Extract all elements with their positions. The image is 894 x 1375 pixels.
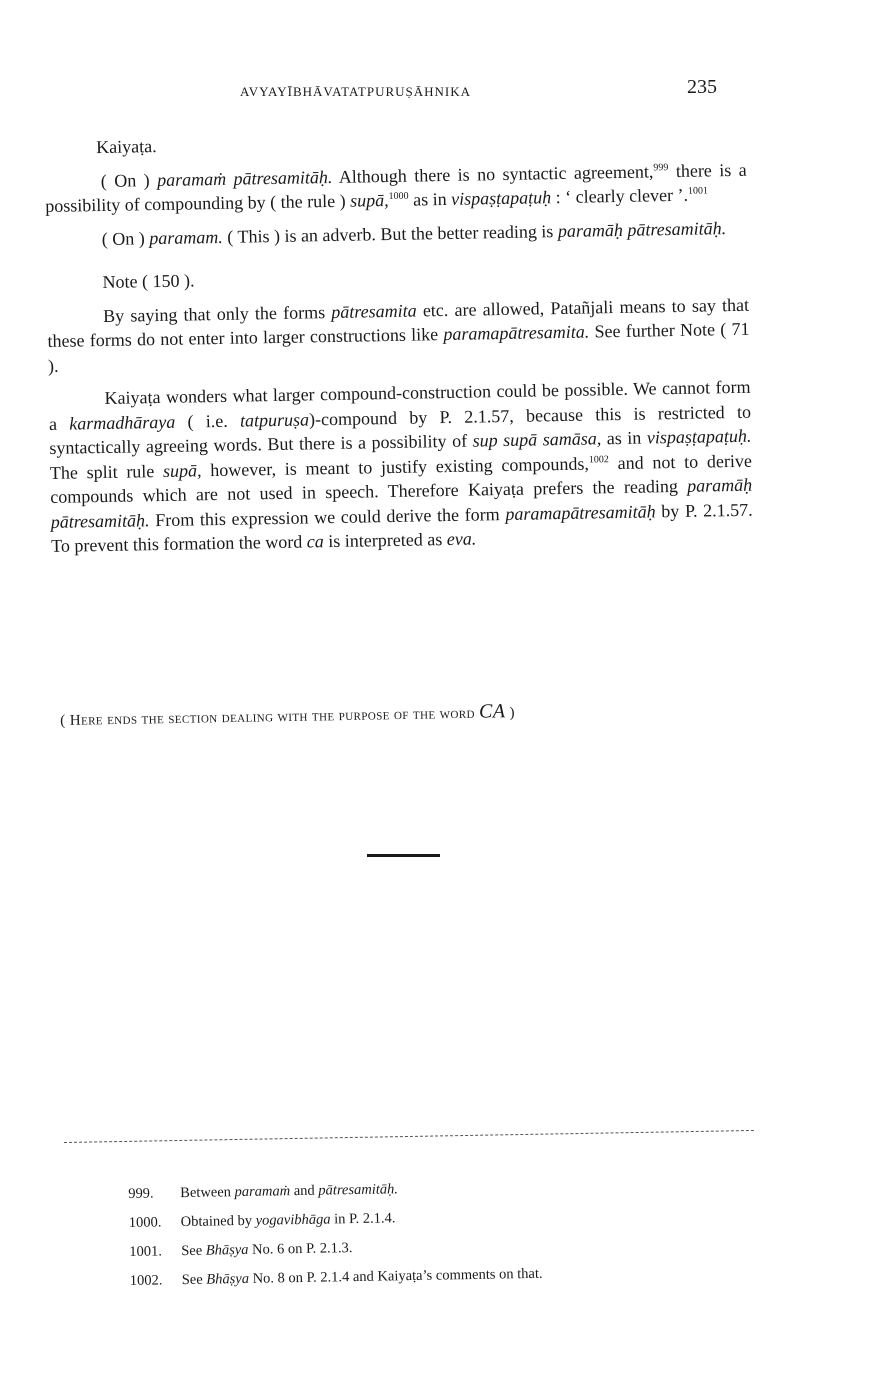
- footnote-ref: 1002: [588, 453, 609, 466]
- text: The split rule: [49, 460, 155, 483]
- section-end-word: CA: [478, 700, 506, 723]
- sanskrit-term: sup supā samāsa,: [472, 428, 602, 451]
- footnote-number: 1001.: [129, 1243, 163, 1260]
- kaiyata-heading: Kaiyaṭa.: [96, 136, 157, 158]
- sanskrit-term: vispaṣṭapaṭuḥ.: [646, 425, 752, 448]
- text: in P. 2.1.4.: [334, 1210, 396, 1228]
- text: ( This ) is an adverb. But the better reading is: [227, 220, 554, 247]
- paragraph-4: [48, 375, 753, 559]
- text: and not to derive compounds which are not used in speech. Therefore Kaiyaṭa prefers the reading: [50, 450, 752, 507]
- text: No. 8 on P. 2.1.4 and Kaiyaṭa’s comments on that.: [252, 1265, 543, 1287]
- text: By saying that only the forms: [102, 301, 326, 326]
- text: by P. 2.1.57. To prevent this formation the word: [50, 499, 753, 556]
- footnote-number: 1000.: [128, 1214, 162, 1231]
- text: See further Note ( 71 ).: [47, 318, 750, 376]
- footnote-number: 999.: [128, 1185, 154, 1202]
- text: From this expression we could derive the form: [155, 503, 500, 530]
- section-end-note: [60, 696, 750, 731]
- text: Between: [180, 1184, 232, 1202]
- text: as in: [412, 188, 447, 210]
- paragraph-1: [45, 157, 748, 218]
- sanskrit-term: supā,: [349, 189, 389, 211]
- text: however, is meant to justify existing compounds,: [210, 453, 590, 480]
- sanskrit-term: supā,: [162, 459, 202, 481]
- running-title: AVYAYĪBHĀVATATPURUṢĀHNIKA: [240, 84, 472, 99]
- sanskrit-term: yogavibhāga: [255, 1211, 331, 1229]
- text: there is a possibility of compounding by ( the rule ): [45, 159, 747, 216]
- sanskrit-term: pātresamita: [331, 300, 417, 322]
- section-end-text: ( Here ends the section dealing with the purpose of the word: [60, 705, 476, 729]
- sanskrit-term: paramapātresamitāḥ: [505, 500, 656, 524]
- text: Although there is no syntactic agreement,: [338, 160, 654, 187]
- footnote-ref: 1001: [687, 185, 709, 197]
- text: See: [181, 1242, 203, 1260]
- text: No. 6 on P. 2.1.3.: [251, 1240, 353, 1258]
- sanskrit-term: paramāḥ pātresamitāḥ.: [557, 217, 727, 241]
- text: as in: [606, 427, 642, 449]
- paragraph-2: [46, 215, 748, 252]
- text: Kaiyaṭa wonders what larger compound-construction could be possible. We cannot form a: [48, 376, 751, 434]
- sanskrit-term: paramam.: [149, 226, 223, 248]
- section-end-close: ): [509, 705, 516, 722]
- text: See: [181, 1271, 203, 1289]
- text: is interpreted as: [328, 529, 443, 552]
- sanskrit-term: karmadhāraya: [69, 411, 176, 434]
- text: )-compound by P. 2.1.57, because this is restricted to syntactically agreeing words. But there is a possibility of: [49, 401, 752, 458]
- sanskrit-term: Bhāṣya: [206, 1270, 250, 1288]
- sanskrit-term: eva.: [446, 528, 477, 550]
- text: etc. are allowed, Patañjali means to say that these forms do not enter into larger constructions like: [47, 294, 750, 351]
- page-number: 235: [687, 76, 717, 98]
- text: ( On ): [101, 227, 145, 249]
- footnotes: [128, 1170, 730, 1296]
- section-divider: [367, 854, 440, 857]
- footnote-ref: 1000: [388, 190, 409, 202]
- note-heading: Note ( 150 ).: [102, 270, 195, 292]
- sanskrit-term: paramapātresamita.: [443, 321, 590, 345]
- main-text: [44, 124, 753, 568]
- text: : ‘ clearly clever ’.: [555, 184, 689, 208]
- footnote-ref: 999: [653, 161, 669, 173]
- text: ( On ): [100, 169, 150, 191]
- sanskrit-term: paramaṁ: [234, 1183, 291, 1201]
- text: and: [293, 1182, 315, 1200]
- sanskrit-term: ca: [306, 531, 324, 552]
- sanskrit-term: pātresamitāḥ.: [318, 1181, 399, 1199]
- footnote-number: 1002.: [129, 1272, 163, 1289]
- sanskrit-term: Bhāṣya: [205, 1241, 249, 1259]
- text: ( i.e.: [187, 410, 228, 432]
- text: Obtained by: [180, 1212, 253, 1231]
- paragraph-3: [47, 292, 750, 378]
- sanskrit-term: tatpuruṣa: [239, 408, 310, 431]
- sanskrit-term: vispaṣṭapaṭuḥ: [450, 187, 552, 209]
- footnote-divider: [64, 1130, 754, 1143]
- sanskrit-term: paramāḥ pātresamitāḥ.: [50, 474, 753, 532]
- sanskrit-term: paramaṁ pātresamitāḥ.: [156, 166, 333, 190]
